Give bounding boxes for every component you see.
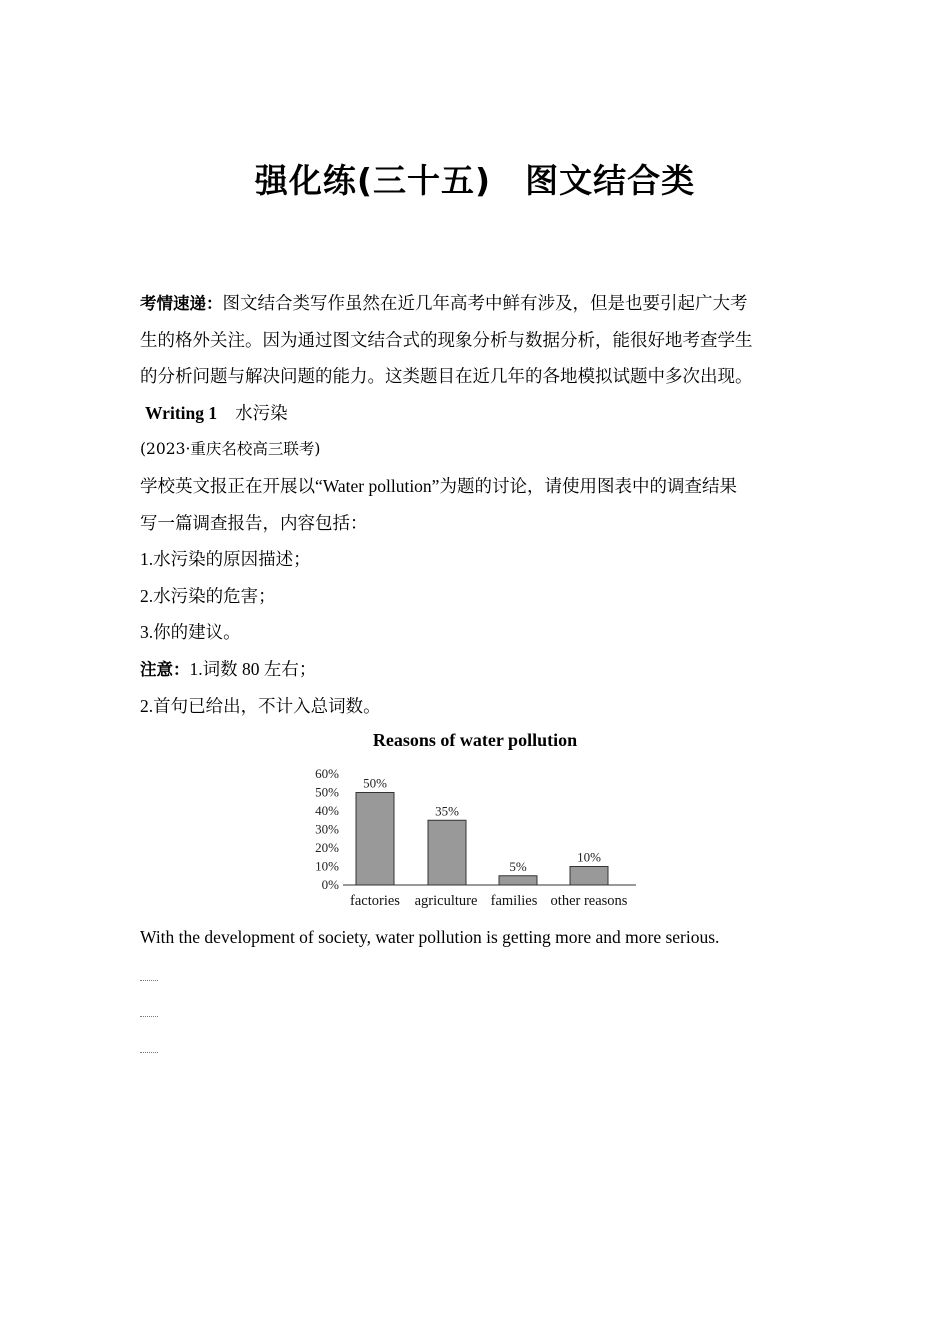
intro-line-3: 的分析问题与解决问题的能力。这类题目在近几年的各地模拟试题中多次出现。 (140, 366, 753, 387)
x-category-label: families (490, 893, 538, 909)
first-sentence: With the development of society, water pollution is getting more and more serious. (140, 927, 720, 947)
bar-chart (300, 760, 650, 915)
answer-blank-line[interactable] (140, 980, 158, 981)
note-label: 注意： (140, 659, 190, 679)
intro-line-1 (140, 285, 812, 322)
task-topic: 水污染 (235, 402, 288, 423)
bar (356, 793, 394, 886)
y-tick-label: 40% (315, 803, 339, 818)
y-tick-label: 10% (315, 858, 339, 874)
data-label: 5% (509, 858, 527, 874)
task-source: (2023·重庆名校高三联考) (140, 440, 321, 459)
intro-line-2: 生的格外关注。因为通过图文结合式的现象分析与数据分析，能很好地考查学生 (140, 329, 753, 350)
bar (499, 876, 537, 885)
note-line-2: 2.首句已给出，不计入总词数。 (140, 695, 381, 716)
y-tick-label: 30% (315, 821, 339, 837)
requirement-3: 3.你的建议。 (140, 622, 241, 643)
title-left: 强化练(三十五) (254, 161, 492, 200)
data-label: 35% (435, 803, 459, 819)
x-category-label: agriculture (414, 893, 478, 909)
note-line-1 (140, 651, 812, 688)
page-title (0, 155, 950, 202)
task-label: Writing 1 (145, 402, 218, 423)
x-category-label: factories (350, 893, 400, 909)
answer-blank-line[interactable] (140, 1016, 158, 1017)
y-tick-label: 50% (315, 784, 339, 800)
intro-text-1: 图文结合类写作虽然在近几年高考中鲜有涉及，但是也要引起广大考 (222, 293, 748, 313)
answer-blank-line[interactable] (140, 1052, 158, 1053)
prompt-line-2: 写一篇调查报告，内容包括： (140, 512, 368, 533)
data-label: 50% (363, 775, 387, 791)
task-heading (140, 395, 812, 432)
requirement-1: 1.水污染的原因描述； (140, 549, 311, 570)
title-right: 图文结合类 (525, 161, 696, 200)
document-body (140, 285, 812, 724)
prompt-line-1: 学校英文报正在开展以“Water pollution”为题的讨论，请使用图表中的调查结果 (140, 475, 737, 496)
bar (570, 867, 608, 886)
data-label: 10% (577, 849, 601, 865)
requirement-2: 2.水污染的危害； (140, 585, 276, 606)
y-tick-label: 20% (315, 840, 339, 855)
y-tick-label: 60% (315, 766, 339, 781)
bar (428, 820, 466, 885)
y-tick-label: 0% (321, 877, 339, 892)
intro-label: 考情速递： (140, 294, 223, 313)
note-1: 1.词数 80 左右； (189, 658, 317, 679)
x-category-label: other reasons (550, 893, 628, 909)
chart-title: Reasons of water pollution (372, 730, 578, 750)
